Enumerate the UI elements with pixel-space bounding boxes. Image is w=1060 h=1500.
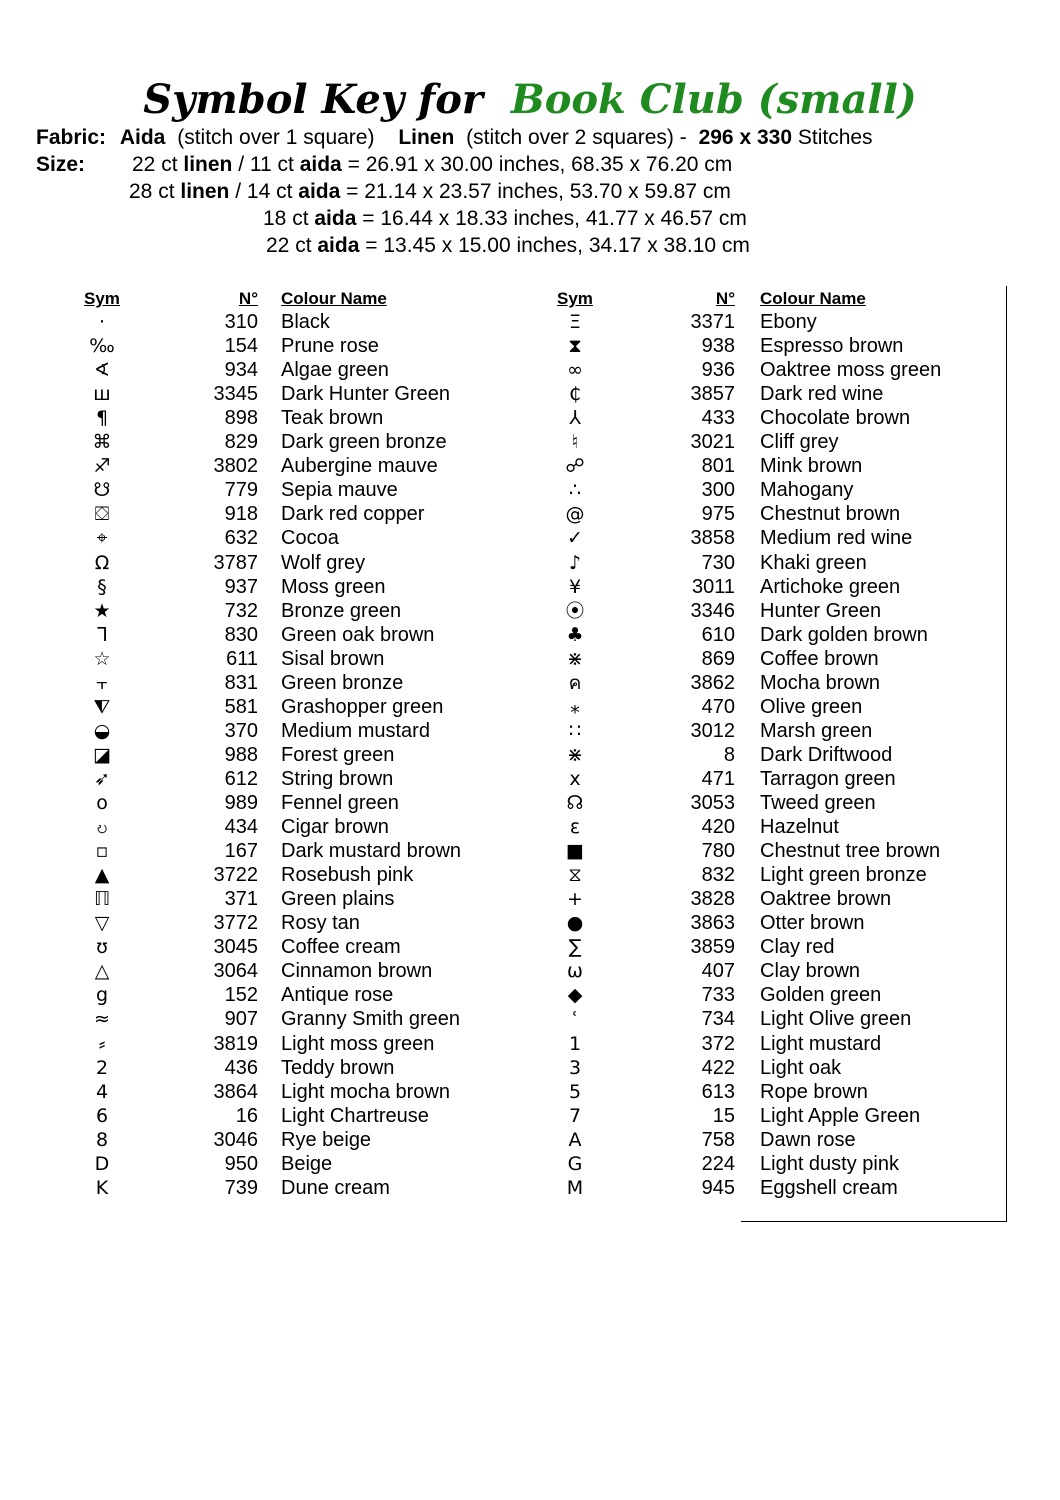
colour-name: Artichoke green bbox=[760, 575, 901, 598]
colour-name: Green bronze bbox=[281, 671, 404, 694]
left-header-num: N° bbox=[238, 289, 258, 308]
right-header-name: Colour Name bbox=[760, 289, 866, 308]
size-line-2-dims: = 21.14 x 23.57 inches, 53.70 x 59.87 cm bbox=[346, 180, 731, 203]
colour-name: Rope brown bbox=[760, 1080, 868, 1103]
colour-name: Eggshell cream bbox=[760, 1176, 898, 1199]
thread-number: 471 bbox=[701, 767, 735, 790]
symbol-glyph: ■ bbox=[566, 840, 584, 863]
symbol-glyph: ʊ bbox=[96, 936, 108, 959]
thread-number: 3064 bbox=[213, 960, 258, 983]
symbol-glyph: ☍ bbox=[565, 455, 585, 478]
thread-number: 898 bbox=[224, 407, 258, 430]
fabric-linen-note: (stitch over 2 squares) - bbox=[466, 126, 687, 149]
size-line-3-dims: = 16.44 x 18.33 inches, 41.77 x 46.57 cm bbox=[362, 207, 747, 230]
symbol-glyph: ⫟ bbox=[96, 671, 108, 694]
colour-name: Cinnamon brown bbox=[281, 960, 433, 983]
colour-name: Light Apple Green bbox=[760, 1104, 921, 1127]
colour-name: Teak brown bbox=[281, 407, 384, 430]
colour-name: Chestnut tree brown bbox=[760, 840, 941, 863]
thread-number: 3045 bbox=[213, 936, 258, 959]
size-line-4-count: 22 ct bbox=[266, 234, 312, 257]
symbol-glyph: ⦿ bbox=[565, 599, 585, 622]
symbol-glyph: ʿ bbox=[572, 1008, 578, 1031]
symbol-glyph: ∑ bbox=[568, 936, 582, 959]
size-line-2-fabric-a: linen bbox=[180, 180, 230, 203]
thread-number: 167 bbox=[224, 840, 258, 863]
thread-number: 581 bbox=[224, 695, 258, 718]
size-line-1-dims: = 26.91 x 30.00 inches, 68.35 x 76.20 cm bbox=[347, 153, 733, 176]
size-label-line bbox=[36, 151, 85, 178]
colour-name: Bronze green bbox=[281, 599, 402, 622]
symbol-glyph: ‰ bbox=[89, 335, 115, 358]
pattern-name: Book Club (small) bbox=[510, 76, 917, 123]
colour-name: Marsh green bbox=[760, 719, 873, 742]
symbol-glyph: ⌖ bbox=[96, 527, 108, 550]
size-line-1-mid: / 11 ct bbox=[238, 153, 294, 176]
symbol-glyph: ⋇ bbox=[567, 743, 583, 766]
symbol-glyph: 6 bbox=[95, 1104, 109, 1127]
symbol-glyph: ▽ bbox=[94, 912, 110, 935]
colour-name: Cocoa bbox=[281, 527, 339, 550]
symbol-glyph: ◆ bbox=[567, 984, 583, 1007]
thread-number: 224 bbox=[701, 1152, 735, 1175]
fabric-linen: Linen bbox=[398, 126, 455, 149]
colour-name: Green plains bbox=[281, 888, 395, 911]
thread-number: 613 bbox=[701, 1080, 735, 1103]
symbol-glyph: ⌘ bbox=[92, 431, 112, 454]
symbol-glyph: ≈ bbox=[94, 1008, 110, 1031]
colour-name: Hunter Green bbox=[760, 599, 882, 622]
left-header-sym: Sym bbox=[84, 289, 120, 308]
symbol-glyph: ¶ bbox=[95, 407, 109, 430]
colour-name: Oaktree brown bbox=[760, 888, 892, 911]
thread-number: 310 bbox=[224, 311, 258, 333]
size-line-4-fabric: aida bbox=[317, 234, 360, 257]
symbol-glyph: ♮ bbox=[571, 431, 579, 454]
thread-number: 3828 bbox=[690, 888, 735, 911]
colour-name: Teddy brown bbox=[281, 1056, 395, 1079]
colour-name: Aubergine mauve bbox=[281, 455, 438, 478]
colour-name: Golden green bbox=[760, 984, 882, 1007]
thread-number: 3722 bbox=[213, 864, 258, 887]
thread-number: 371 bbox=[224, 888, 258, 911]
colour-name: Hazelnut bbox=[760, 816, 839, 839]
colour-name: Ebony bbox=[760, 311, 817, 333]
colour-name: Chocolate brown bbox=[760, 407, 911, 430]
symbol-glyph: ค bbox=[568, 671, 582, 694]
size-line-2 bbox=[129, 178, 731, 205]
colour-name: Oaktree moss green bbox=[760, 359, 942, 382]
colour-name: Dark red copper bbox=[281, 503, 425, 526]
symbol-glyph: · bbox=[98, 311, 106, 333]
colour-name: Light Chartreuse bbox=[281, 1104, 429, 1127]
thread-number: 3863 bbox=[690, 912, 735, 935]
colour-name: Light moss green bbox=[281, 1032, 435, 1055]
thread-number: 3787 bbox=[213, 551, 258, 574]
table-right-border bbox=[1006, 286, 1007, 1222]
colour-name: Dark red wine bbox=[760, 383, 884, 406]
thread-number: 975 bbox=[701, 503, 735, 526]
thread-number: 3857 bbox=[690, 383, 735, 406]
symbol-glyph: ◒ bbox=[93, 719, 111, 742]
symbol-glyph: K bbox=[95, 1176, 109, 1199]
colour-name: Coffee cream bbox=[281, 936, 401, 959]
thread-number: 730 bbox=[701, 551, 735, 574]
symbol-glyph: ¥ bbox=[568, 575, 582, 598]
size-line-3 bbox=[263, 205, 747, 232]
symbol-glyph: ဎ bbox=[96, 816, 108, 839]
thread-number: 3053 bbox=[690, 792, 735, 814]
thread-number: 734 bbox=[701, 1008, 735, 1031]
colour-name: Chestnut brown bbox=[760, 503, 901, 526]
symbol-glyph: ➶ bbox=[94, 767, 110, 790]
thread-number: 3802 bbox=[213, 455, 258, 478]
symbol-glyph: 5 bbox=[568, 1080, 582, 1103]
symbol-glyph: ☊ bbox=[566, 792, 584, 814]
colour-name: Olive green bbox=[760, 695, 863, 718]
colour-name: Forest green bbox=[281, 743, 395, 766]
thread-number: 829 bbox=[224, 431, 258, 454]
symbol-glyph: A bbox=[568, 1128, 582, 1151]
colour-name: Clay brown bbox=[760, 960, 861, 983]
colour-name: Mink brown bbox=[760, 455, 863, 478]
size-line-2-fabric-b: aida bbox=[298, 180, 341, 203]
left-header-name: Colour Name bbox=[281, 289, 387, 308]
thread-number: 918 bbox=[224, 503, 258, 526]
thread-number: 3371 bbox=[690, 311, 735, 333]
thread-number: 3862 bbox=[690, 671, 735, 694]
symbol-glyph: ⛋ bbox=[94, 503, 110, 526]
thread-number: 758 bbox=[701, 1128, 735, 1151]
thread-number: 938 bbox=[701, 335, 735, 358]
colour-name: Granny Smith green bbox=[281, 1008, 460, 1031]
symbol-glyph: ∢ bbox=[94, 359, 110, 382]
thread-number: 988 bbox=[224, 743, 258, 766]
thread-number: 3346 bbox=[690, 599, 735, 622]
thread-number: 801 bbox=[701, 455, 735, 478]
colour-name: Cigar brown bbox=[281, 816, 389, 839]
thread-number: 780 bbox=[701, 840, 735, 863]
colour-name: Otter brown bbox=[760, 912, 865, 935]
thread-number: 934 bbox=[224, 359, 258, 382]
thread-number: 632 bbox=[224, 527, 258, 550]
thread-number: 610 bbox=[701, 623, 735, 646]
symbol-glyph: 3 bbox=[568, 1056, 582, 1079]
thread-number: 3046 bbox=[213, 1128, 258, 1151]
colour-name: Clay red bbox=[760, 936, 835, 959]
thread-number: 407 bbox=[701, 960, 735, 983]
size-line-1 bbox=[132, 151, 732, 178]
colour-name: Dark Hunter Green bbox=[281, 383, 450, 406]
colour-name: Light Olive green bbox=[760, 1008, 912, 1031]
colour-name: Tarragon green bbox=[760, 767, 896, 790]
symbol-glyph: ♣ bbox=[566, 623, 584, 646]
symbol-glyph: ⁎ bbox=[570, 695, 580, 718]
thread-number: 434 bbox=[224, 816, 258, 839]
size-line-3-count: 18 ct bbox=[263, 207, 309, 230]
right-header-num: N° bbox=[715, 289, 735, 308]
symbol-glyph: ▫ bbox=[95, 840, 109, 863]
colour-name: Sisal brown bbox=[281, 647, 385, 670]
symbol-glyph: ε bbox=[569, 816, 581, 839]
thread-number: 300 bbox=[701, 479, 735, 502]
symbol-glyph: ℿ bbox=[93, 888, 111, 911]
thread-number: 3012 bbox=[690, 719, 735, 742]
symbol-glyph: Ξ bbox=[568, 311, 581, 333]
thread-number: 3772 bbox=[213, 912, 258, 935]
symbol-glyph: ∷ bbox=[568, 719, 582, 742]
colour-name: Medium mustard bbox=[281, 719, 430, 742]
colour-name: Light mocha brown bbox=[281, 1080, 450, 1103]
thread-number: 612 bbox=[224, 767, 258, 790]
colour-name: Light oak bbox=[760, 1056, 842, 1079]
thread-number: 830 bbox=[224, 623, 258, 646]
colour-name: Antique rose bbox=[281, 984, 394, 1007]
symbol-glyph: ♪ bbox=[568, 551, 582, 574]
thread-number: 907 bbox=[224, 1008, 258, 1031]
thread-number: 3858 bbox=[690, 527, 735, 550]
colour-name: Dark Driftwood bbox=[760, 743, 893, 766]
thread-number: 950 bbox=[224, 1152, 258, 1175]
symbol-glyph: ◪ bbox=[93, 743, 111, 766]
fabric-aida-note: (stitch over 1 square) bbox=[177, 126, 375, 149]
symbol-glyph: ☆ bbox=[93, 647, 111, 670]
thread-number: 937 bbox=[224, 575, 258, 598]
colour-name: Tweed green bbox=[760, 792, 876, 814]
symbol-glyph: g bbox=[95, 984, 109, 1007]
thread-number: 611 bbox=[226, 647, 258, 670]
thread-number: 422 bbox=[701, 1056, 735, 1079]
colour-name: Light dusty pink bbox=[760, 1152, 899, 1175]
thread-number: 3819 bbox=[213, 1032, 258, 1055]
size-line-4-dims: = 13.45 x 15.00 inches, 34.17 x 38.10 cm bbox=[365, 234, 750, 257]
colour-name: Light green bronze bbox=[760, 864, 927, 887]
symbol-glyph: ● bbox=[566, 912, 584, 935]
size-line-4 bbox=[266, 232, 750, 259]
thread-number: 945 bbox=[701, 1176, 735, 1199]
size-line-1-fabric-a: linen bbox=[183, 153, 233, 176]
symbol-glyph: ᒣ bbox=[96, 623, 108, 646]
size-line-2-count: 28 ct bbox=[129, 180, 175, 203]
colour-name: Dawn rose bbox=[760, 1128, 856, 1151]
symbol-glyph: ☋ bbox=[93, 479, 111, 502]
colour-name: Wolf grey bbox=[281, 551, 366, 574]
colour-name: Black bbox=[281, 311, 330, 333]
colour-name: Mahogany bbox=[760, 479, 854, 502]
symbol-glyph: ∴ bbox=[568, 479, 582, 502]
symbol-glyph: x bbox=[569, 767, 581, 790]
thread-number: 832 bbox=[701, 864, 735, 887]
symbol-glyph: + bbox=[567, 888, 583, 911]
size-line-3-fabric: aida bbox=[314, 207, 357, 230]
thread-number: 3021 bbox=[690, 431, 735, 454]
size-line-2-mid: / 14 ct bbox=[235, 180, 293, 203]
thread-number: 3859 bbox=[690, 936, 735, 959]
thread-number: 831 bbox=[224, 671, 258, 694]
thread-number: 989 bbox=[224, 792, 258, 814]
colour-name: Medium red wine bbox=[760, 527, 913, 550]
thread-number: 152 bbox=[224, 984, 258, 1007]
thread-number: 420 bbox=[701, 816, 735, 839]
thread-number: 433 bbox=[701, 407, 735, 430]
stitch-label: Stitches bbox=[797, 126, 873, 149]
colour-name: Sepia mauve bbox=[281, 479, 398, 502]
symbol-glyph: ⧗ bbox=[568, 335, 582, 358]
symbol-glyph: ⸗ bbox=[98, 1032, 106, 1055]
symbol-glyph: ⅄ bbox=[569, 407, 581, 430]
symbol-glyph: § bbox=[97, 575, 107, 598]
table-bottom-border bbox=[741, 1221, 1007, 1222]
colour-name: Grashopper green bbox=[281, 695, 444, 718]
thread-number: 936 bbox=[701, 359, 735, 382]
symbol-glyph: G bbox=[567, 1152, 583, 1175]
thread-number: 370 bbox=[224, 719, 258, 742]
colour-name: Prune rose bbox=[281, 335, 379, 358]
colour-name: Beige bbox=[281, 1152, 333, 1175]
thread-number: 16 bbox=[235, 1104, 258, 1127]
thread-number: 869 bbox=[701, 647, 735, 670]
colour-name: Dune cream bbox=[281, 1176, 390, 1199]
title-prefix: Symbol Key for bbox=[143, 76, 483, 123]
symbol-glyph: ★ bbox=[93, 599, 111, 622]
size-line-1-count: 22 ct bbox=[132, 153, 178, 176]
thread-number: 3011 bbox=[691, 575, 735, 598]
symbol-glyph: ω bbox=[567, 960, 583, 983]
colour-name: Dark golden brown bbox=[760, 623, 928, 646]
fabric-aida: Aida bbox=[119, 126, 166, 149]
symbol-glyph: 2 bbox=[95, 1056, 109, 1079]
symbol-glyph: ⋇ bbox=[567, 647, 583, 670]
thread-number: 3864 bbox=[213, 1080, 258, 1103]
thread-number: 733 bbox=[701, 984, 735, 1007]
page-title bbox=[0, 70, 1060, 130]
colour-name: Rye beige bbox=[281, 1128, 372, 1151]
colour-name: Dark mustard brown bbox=[281, 840, 462, 863]
thread-number: 3345 bbox=[213, 383, 258, 406]
symbol-glyph: ш bbox=[93, 383, 111, 406]
symbol-glyph: ∞ bbox=[567, 359, 583, 382]
symbol-glyph: ✓ bbox=[567, 527, 583, 550]
symbol-glyph: ₵ bbox=[568, 383, 582, 406]
fabric-label: Fabric: bbox=[36, 126, 107, 149]
symbol-glyph: o bbox=[96, 792, 108, 814]
colour-name: Espresso brown bbox=[760, 335, 904, 358]
thread-number: 779 bbox=[224, 479, 258, 502]
stitch-count: 296 x 330 bbox=[698, 126, 793, 149]
symbol-glyph: ▲ bbox=[94, 864, 110, 887]
symbol-glyph: 1 bbox=[568, 1032, 582, 1055]
colour-name: Light mustard bbox=[760, 1032, 882, 1055]
colour-name: Algae green bbox=[281, 359, 389, 382]
symbol-glyph: ♐ bbox=[93, 455, 111, 478]
symbol-glyph: Ω bbox=[94, 551, 110, 574]
colour-name: Cliff grey bbox=[760, 431, 839, 454]
symbol-glyph: D bbox=[94, 1152, 110, 1175]
symbol-glyph: 8 bbox=[95, 1128, 109, 1151]
thread-number: 15 bbox=[712, 1104, 735, 1127]
thread-number: 8 bbox=[723, 743, 735, 766]
symbol-glyph: M bbox=[566, 1176, 584, 1199]
thread-number: 739 bbox=[224, 1176, 258, 1199]
colour-name: Rosy tan bbox=[281, 912, 360, 935]
colour-name: Dark green bronze bbox=[281, 431, 447, 454]
symbol-glyph: 7 bbox=[568, 1104, 582, 1127]
symbol-glyph: @ bbox=[565, 503, 585, 526]
symbol-glyph: 4 bbox=[95, 1080, 109, 1103]
colour-name: Fennel green bbox=[281, 792, 399, 814]
colour-name: Khaki green bbox=[760, 551, 867, 574]
colour-name: Mocha brown bbox=[760, 671, 881, 694]
size-label: Size: bbox=[36, 153, 86, 176]
thread-number: 470 bbox=[701, 695, 735, 718]
symbol-glyph: ⧨ bbox=[93, 695, 111, 718]
thread-number: 154 bbox=[224, 335, 258, 358]
colour-name: String brown bbox=[281, 767, 394, 790]
thread-number: 732 bbox=[224, 599, 258, 622]
colour-name: Green oak brown bbox=[281, 623, 435, 646]
right-header-sym: Sym bbox=[557, 289, 593, 308]
colour-name: Rosebush pink bbox=[281, 864, 414, 887]
colour-name: Moss green bbox=[281, 575, 386, 598]
size-line-1-fabric-b: aida bbox=[299, 153, 342, 176]
fabric-line bbox=[36, 124, 873, 151]
thread-number: 436 bbox=[224, 1056, 258, 1079]
symbol-glyph: ⧖ bbox=[568, 864, 582, 887]
colour-name: Coffee brown bbox=[760, 647, 879, 670]
symbol-glyph: △ bbox=[94, 960, 110, 983]
thread-number: 372 bbox=[701, 1032, 735, 1055]
